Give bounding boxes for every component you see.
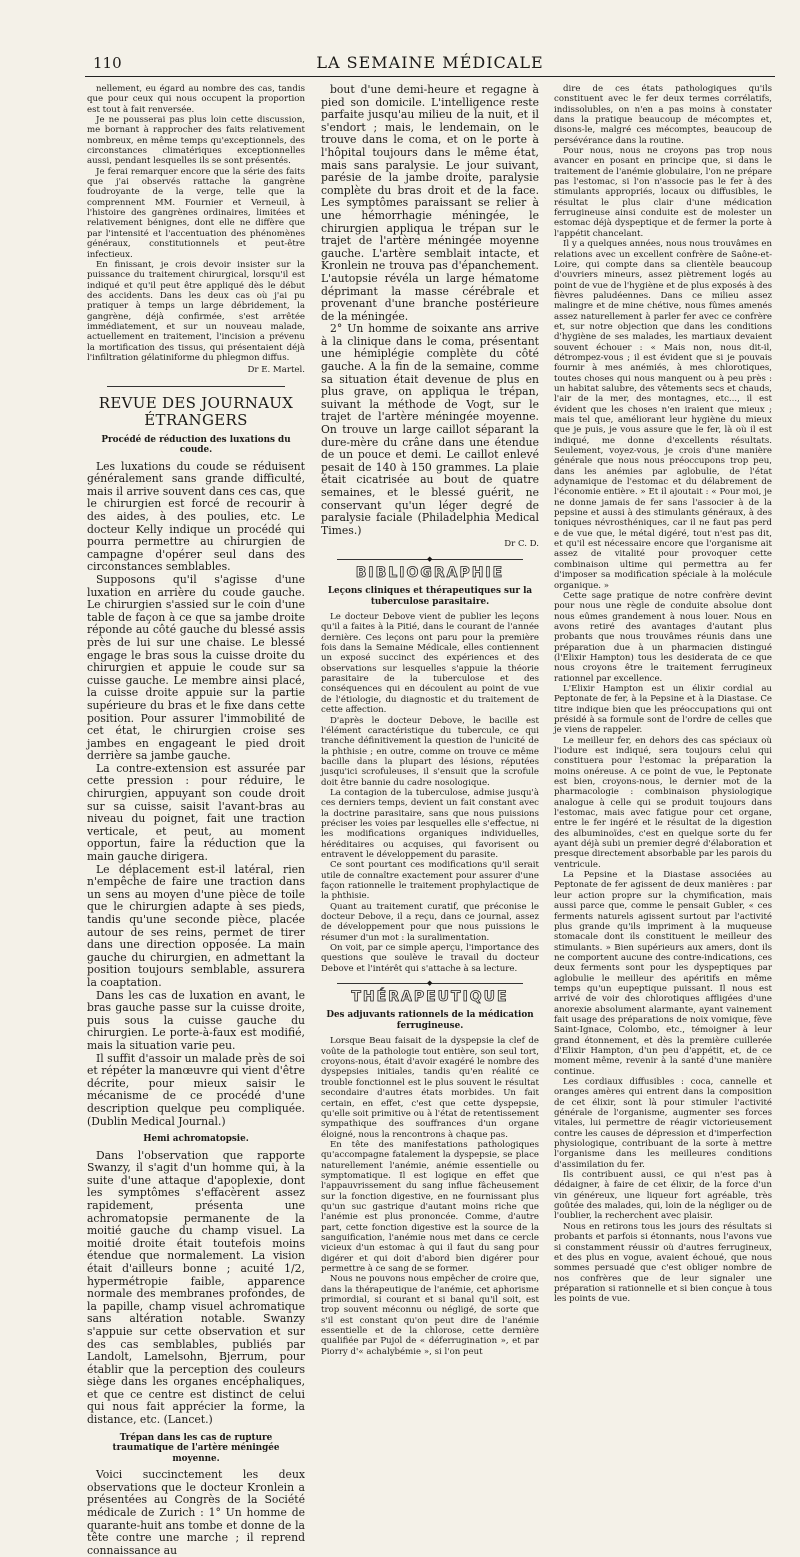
paragraph: En finissant, je crois devoir insister sur la puissance du traitement chirurgical, lorsqu'il est indiqué et qu'il peut être appliqué dès le début des accidents. Dans les deux cas où j'ai pu pratiquer à temps un large débridement, la gangrène, déjà confirmée, s'est arrêtée immédiatement, et sur un nouveau malade, actuellement en traitement, l'incision a prévenu la mortification des tissus, qui présentaient déjà l'infiltration gélatiniforme du phlegmon diffus. [87,259,305,363]
column-left [87,84,305,1557]
paragraph: Le déplacement est-il latéral, rien n'empêche de faire une traction dans un sens au moyen d'une pièce de toile que le chirurgien adapte à ses pieds, tandis qu'une seconde pièce, placée autour de ses reins, permet de tirer dans une direction opposée. La main gauche du chirurgien, en admettant la position toujours semblable, assurera la coaptation. [87,862,305,989]
divider [107,386,285,387]
paragraph: Dans les cas de luxation en avant, le bras gauche passe sur la cuisse droite, puis sous la cuisse gauche du chirurgien. Le porte-à-faux est modifié, mais la situation varie peu. [87,988,305,1052]
paragraph: Cette sage pratique de notre confrère devint pour nous une règle de conduite absolue dont nous eûmes grandement à nous louer. Nous en avons retiré des avantages d'autant plus probants que nous trouvâmes réunis dans une préparation due à un pharmacien distingué (l'Elixir Hampton) tous les desiderata de ce que nous croyons être le traitement ferrugineux rationnel par excellence. [554,590,772,684]
paragraph: Il y a quelques années, nous nous trouvâmes en relations avec un excellent confrère de Saône-et-Loire, qui compte dans sa clientèle beaucoup d'ouvriers mineurs, assez piètrement logés au point de vue de l'hygiène et de plus exposés à des fièvres paludéennes. Dans ce milieu assez malingre et de mine chétive, nous fûmes amenés assez naturellement à parler fer avec ce confrère et, sur notre objection que dans les conditions d'hygiène de ses malades, les martiaux devaient souvent échouer : « Mais non, nous dit-il, détrompez-vous ; il est évident que si je pouvais fournir à mes anémiés, à mes chlorotiques, toutes choses qui nous manquent ou à peu près : un habitat salubre, des vêtements secs et chauds, l'air de la mer, des montagnes, etc..., il est évident que les choses n'en iraient que mieux ; mais tel que, améliorant leur hygiène du mieux que je puis, je vous assure que le fer, là où il est indiqué, me donne d'excellents résultats. Seulement, voyez-vous, je crois d'une manière générale que nous nous préoccupons trop peu, dans les anémies par aglobulie, de l'état adynamique de l'estomac et du délabrement de l'économie entière. » Et il ajoutait : « Pour moi, je ne donne jamais de fer sans l'associer à de la pepsine et aussi à des stimulants généraux, à des toniques névrosthéniques, car il ne faut pas perd e de vue que, le métal digéré, tout n'est pas dit, et qu'il est nécessaire encore que l'organisme ait assez de vitalité pour provoquer cette combinaison ultime qui permettra au fer d'imposer sa modification spéciale à la molécule organique. » [554,239,772,591]
paragraph: Les luxations du coude se réduisent généralement sans grande difficulté, mais il arrive souvent dans ces cas, que le chirurgien est forcé de recourir à des aides, à des poulies, etc. Le docteur Kelly indique un procédé qui pourra permettre au chirurgien de campagne d'opérer seul dans des circonstances semblables. [87,459,305,574]
diamond-icon: ◆ [427,979,433,988]
paragraph: D'après le docteur Debove, le bacille est l'élément caractéristique du tubercule, ce qui tranche définitivement la question de l'unicité de la phthisie ; en outre, comme on trouve ce même bacille dans la plupart des lésions, réputées jusqu'ici scrofuleuses, il s'ensuit que la scrofule doit être bannie du cadre nosologique. [321,715,539,788]
paragraph: Il suffit d'assoir un malade près de soi et répéter la manœuvre qui vient d'être décrite, pour mieux saisir le mécanisme de ce procédé d'une description quelque peu compliquée. (Dublin Medical Journal.) [87,1051,305,1128]
paragraph: Quant au traitement curatif, que préconise le docteur Debove, il a reçu, dans ce journal, assez de développement pour que nous puissions le résumer d'un mot : la suralimentation. [321,901,539,943]
paragraph: Nous ne pouvons nous empêcher de croire que, dans la thérapeutique de l'anémie, cet aphorisme primordial, si courant et si banal qu'il soit, est trop souvent méconnu ou négligé, de sorte que s'il est constant qu'on peut dire de l'anémie essentielle et de la chlorose, cette dernière qualifiée par Pujol de « déferrugination », et par Piorry d'« achalybémie », si l'on peut [321,1274,539,1357]
paragraph: On voit, par ce simple aperçu, l'importance des questions que soulève le travail du docteur Debove et l'intérêt qui s'attache à sa lecture. [321,943,539,974]
signature: Dr E. Martel. [247,365,305,376]
paragraph: 2° Un homme de soixante ans arrive à la clinique dans le coma, présentant une hémiplégie complète du côté gauche. A la fin de la semaine, comme sa situation était devenue de plus en plus grave, on appliqua le trépan, suivant la méthode de Vogt, sur le trajet de l'artère méningée moyenne. On trouve un large caillot séparant la dure-mère du crâne dans une étendue de un pouce et demi. Le caillot enlevé pesait de 140 à 150 grammes. La plaie était cicatrisée au bout de quatre semaines, et le blessé guérit, ne conservant qu'un léger degré de paralysie faciale (Philadelphia Medical Times.) [321,322,539,537]
paragraph: La contre-extension est assurée par cette pression : pour réduire, le chirurgien, appuyant son coude droit sur sa cuisse, saisit l'avant-bras au niveau du poignet, fait une traction verticale, et peut, au moment opportun, faire la réduction que la main gauche dirigera. [87,761,305,864]
paragraph: Le docteur Debove vient de publier les leçons qu'il a faites à la Pitié, dans le courant de l'année dernière. Ces leçons ont paru pour la première fois dans la Semaine Médicale, elles contiennent un exposé succinct des expériences et des observations sur lesquelles s'appuie la théorie parasitaire de la tuberculose et des conséquences qui en découlent au point de vue de l'étiologie, du diagnostic et du traitement de cette affection. [321,612,539,716]
paragraph: Le meilleur fer, en dehors des cas spéciaux où l'iodure est indiqué, sera toujours celui qui constituera pour l'estomac la préparation la moins onéreuse. A ce point de vue, le Peptonate est bien, croyons-nous, le dernier mot de la pharmacologie : combinaison physiologique analogue à celle qui se produit toujours dans l'estomac, mais avec fatigue pour cet organe, entre le fer ingéré et le résultat de la digestion des albuminoïdes, c'est en quelque sorte du fer ayant déjà subi un premier degré d'élaboration et presque directement absorbable par les parois du ventricule. [554,735,772,870]
paragraph: Voici succinctement les deux observations que le docteur Kronlein a présentées au Congrès de la Société médicale de Zurich : 1° Un homme de quarante-huit ans tombe et donne de la tête contre une marche ; il reprend connaissance au [87,1468,305,1557]
paragraph: Supposons qu'il s'agisse d'une luxation en arrière du coude gauche. Le chirurgien s'assied sur le coin d'une table de façon à ce que sa jambe droite réponde au côté gauche du blessé assis près de lui sur une chaise. Le blessé engage le bras sous la cuisse droite du chirurgien et appuie le coude sur sa cuisse gauche. Le membre ainsi placé, la cuisse droite appuie sur la partie supérieure du bras et le fixe dans cette position. Pour assurer l'immobilité de cet état, le chirurgien croise ses jambes en engageant le pied droit derrière sa jambe gauche. [87,572,305,763]
article-title: Leçons cliniques et thérapeutiques sur la tuberculose parasitaire. [327,586,533,607]
paragraph: Dans l'observation que rapporte Swanzy, il s'agit d'un homme qui, à la suite d'une attaque d'apoplexie, dont les symptômes s'effacèrent assez rapidement, présenta une achromatopsie permanente de la moitié gauche du champ visuel. La moitié droite était toutefois moins étendue que normalement. La vision était d'ailleurs bonne ; acuité 1/2, hypermétropie faible, apparence normale des membranes profondes, de la papille, champ visuel achromatique sans altération notable. Swanzy s'appuie sur cette observation et sur des cas semblables, publiés par Landolt, Lamelsohn, Bjerrum, pour établir que la perception des couleurs siège dans les organes encéphaliques, et que ce centre est distinct de celui qui nous fait apprécier la forme, la distance, etc. (Lancet.) [87,1148,305,1427]
section-title: REVUE DES JOURNAUX ÉTRANGERS [98,393,294,429]
article-title: Hemi achromatopsie. [143,1134,249,1145]
paragraph: Ce sont pourtant ces modifications qu'il serait utile de connaître exactement pour assurer d'une façon rationnelle le traitement prophylactique de la phthisie. [321,860,539,902]
paragraph: En tête des manifestations pathologiques qu'accompagne fatalement la dyspepsie, se place naturellement l'anémie, anémie essentielle ou symptomatique. Il est logique en effet que l'appauvrissement du sang influe fâcheusement sur la fonction digestive, en ne fournissant plus qu'un suc gastrique d'autant moins riche que l'anémie est plus prononcée. Comme, d'autre part, cette fonction digestive est la source de la sanguification, l'anémie nous met dans ce cercle vicieux d'un estomac à qui il faut du sang pour digérer et qui doit d'abord bien digérer pour permettre à ce sang de se former. [321,1139,539,1274]
page-number: 110 [93,54,122,72]
divider [337,554,523,563]
paragraph: dire de ces états pathologiques qu'ils constituent avec le fer deux termes corrélatifs, indissolubles, on n'en a pas moins à constater dans la pratique beaucoup de mécomptes et, disons-le, malgré ces mécomptes, beaucoup de persévérance dans la routine. [554,84,772,146]
divider [337,979,523,988]
paragraph: Nous en retirons tous les jours des résultats si probants et parfois si étonnants, nous l'avons vue si constamment réussir où d'autres ferrugineux, et des plus en vogue, avaient échoué, que nous sommes persuadé que c'est obliger nombre de nos confrères que de leur signaler une préparation si rationnelle et si bien conçue à tous les points de vue. [554,1221,772,1305]
article-title: Des adjuvants rationnels de la médication ferrugineuse. [326,1010,534,1031]
paragraph: Je ne pousserai pas plus loin cette discussion, me bornant à rapprocher des faits relativement nombreux, en même temps qu'exceptionnels, des circonstances climatériques exceptionnelles aussi, pendant lesquelles ils se sont présentés. [87,115,305,167]
page-header [85,52,775,77]
paragraph: L'Elixir Hampton est un élixir cordial au Peptonate de fer, à la Pepsine et à la Diastase. Ce titre indique bien que les préoccupations qui ont présidé à sa formule sont de l'ordre de celles que je viens de rappeler. [554,683,772,736]
column-right [554,84,772,1305]
paragraph: nellement, eu égard au nombre des cas, tandis que pour ceux qui nous occupent la proportion est tout à fait renversée. [87,84,305,115]
article-title: Trépan dans les cas de rupture traumatique de l'artère méningée moyenne. [112,1432,280,1464]
column-middle [321,83,539,1357]
section-title: BIBLIOGRAPHIE [355,564,505,581]
journal-title: LA SEMAINE MÉDICALE [316,53,544,72]
paragraph: bout d'une demi-heure et regagne à pied son domicile. L'intelligence reste parfaite jusqu'au milieu de la nuit, et il s'endort ; mais, le lendemain, on le trouve dans le coma, et on le porte à l'hôpital toujours dans le même état, mais sans paralysie. Le jour suivant, parésie de la jambe droite, paralysie complète du bras droit et de la face. Les symptômes paraissant se relier à une hémorrhagie méningée, le chirurgien appliqua le trépan sur le trajet de l'artère méningée moyenne gauche. L'artère semblait intacte, et Kronlein ne trouva pas d'épanchement. L'autopsie révéla un large hématome déprimant la masse cérébrale et provenant d'une branche postérieure de la méningée. [321,83,539,323]
paragraph: Je ferai remarquer encore que la série des faits que j'ai observés rattache la gangrène foudroyante de la verge, telle que la comprennent MM. Fournier et Verneuil, à l'histoire des gangrènes ordinaires, limitées et relativement bénignes, dont elle ne diffère que par l'intensité et l'accentuation des phénomènes généraux, constitutionnels et peut-être infectieux. [87,166,305,260]
paragraph: La Pepsine et la Diastase associées au Peptonate de fer agissent de deux manières : par leur action propre sur la chymification, mais aussi parce que, comme le pensait Gubler, « ces ferments naturels agissent surtout par l'activité plus grande qu'ils impriment à la muqueuse stomacale dont ils constituent le meilleur des stimulants. » Bien supérieurs aux amers, dont ils ne comportent aucune des contre-indications, ces deux ferments sont pour les dyspeptiques par aglobulie le meilleur des apéritifs en même temps qu'un eupeptique puissant. Il nous est arrivé de voir des chlorotiques affligées d'une anorexie absolument alarmante, ayant vainement fait usage des préparations de noix vomique, fève Saint-Ignace, Colombo, etc., témoigner à leur grand étonnement, et dès la première cuillerée d'Elixir Hampton, d'un peu d'appétit, et, de ce moment même, revenir à la santé d'une manière continue. [554,870,772,1077]
section-title: THÉRAPEUTIQUE [351,989,509,1006]
diamond-icon: ◆ [427,554,433,563]
signature: Dr C. D. [504,539,539,550]
paragraph: Les cordiaux diffusibles : coca, cannelle et oranges amères qui entrent dans la composition de cet élixir, sont là pour stimuler l'activité générale de l'organisme, augmenter ses forces vitales, lui permettre de réagir victorieusement contre les causes de dépression et d'imperfection physiologique, contribuant de la sorte à mettre l'organisme dans les meilleures conditions d'assimilation du fer. [554,1077,772,1170]
paragraph: Pour nous, nous ne croyons pas trop nous avancer en posant en principe que, si dans le traitement de l'anémie globulaire, l'on ne prépare pas l'estomac, si l'on n'associe pas le fer à des stimulants appropriés, locaux ou diffusibles, le résultat le plus clair d'une médication ferrugineuse ainsi conduite est de molester un estomac déjà dyspeptique et de fermer la porte à l'appétit chancelant. [554,146,772,239]
paragraph: La contagion de la tuberculose, admise jusqu'à ces derniers temps, devient un fait constant avec la doctrine parasitaire, sans que nous puissions préciser les voies par lesquelles elle s'effectue, ni les modifications organiques individuelles, héréditaires ou acquises, qui favorisent ou entravent le développement du parasite. [321,787,539,860]
article-title: Procédé de réduction des luxations du coude. [101,434,291,456]
paragraph: Lorsque Beau faisait de la dyspepsie la clef de voûte de la pathologie tout entière, son seul tort, croyons-nous, était d'avoir exagéré le nombre des dyspepsies initiales, tandis qu'en réalité ce trouble fonctionnel est le plus souvent le résultat secondaire d'autres états morbides. Un fait certain, en effet, c'est que cette dyspepsie, qu'elle soit primitive ou à l'état de retentissement sympathique des souffrances d'un organe éloigné, nous la rencontrons à chaque pas. [321,1036,539,1140]
paragraph: Ils contribuent aussi, ce qui n'est pas à dédaigner, à faire de cet élixir, de la force d'un vin généreux, une liqueur fort agréable, très goûtée des malades, qui, loin de la négliger ou de l'oublier, la recherchent avec plaisir. [554,1170,772,1222]
